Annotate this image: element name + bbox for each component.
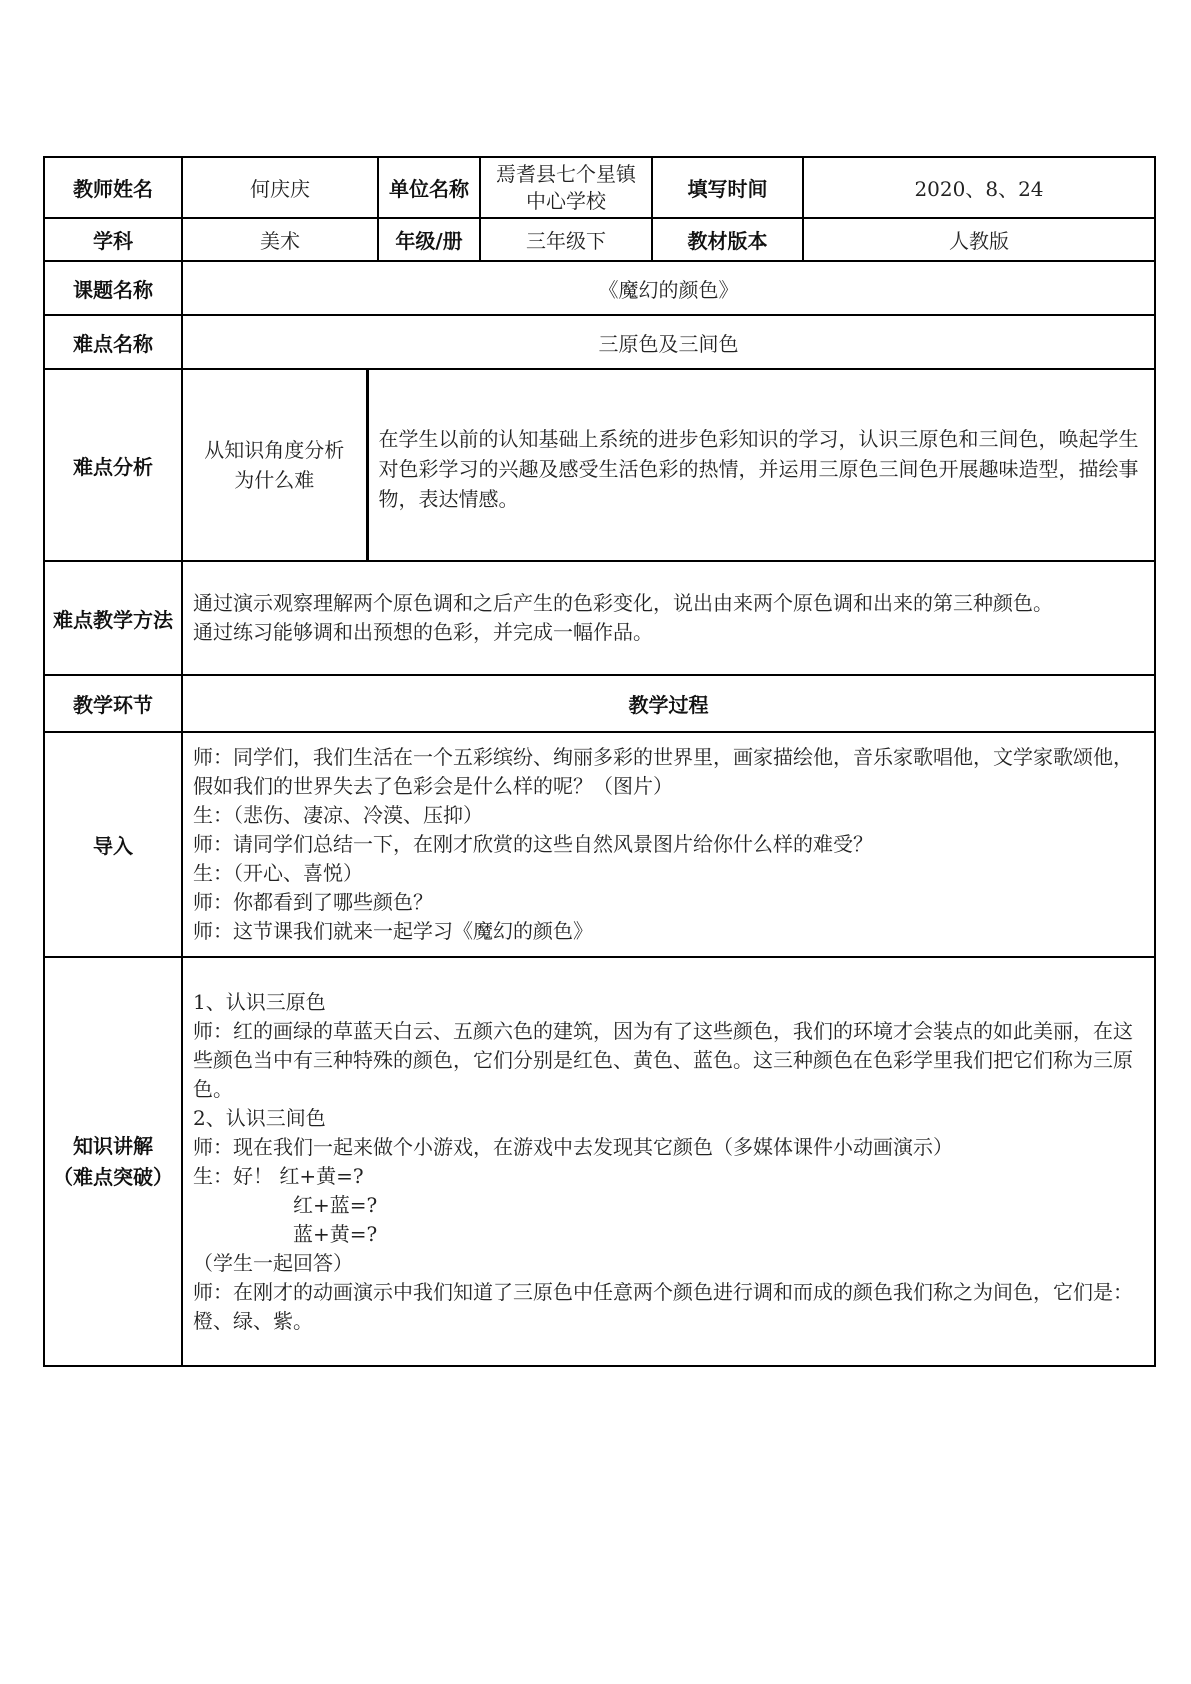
subject-value: 美术 bbox=[182, 218, 378, 261]
edition-label: 教材版本 bbox=[652, 218, 803, 261]
knowledge-indent-line-2: 蓝+黄=? bbox=[293, 1222, 378, 1246]
grade-value: 三年级下 bbox=[480, 218, 652, 261]
knowledge-line-5: 生：好！ 红+黄=? bbox=[193, 1164, 364, 1188]
difficulty-row bbox=[44, 315, 1155, 369]
intro-line-5: 师：你都看到了哪些颜色？ bbox=[193, 890, 433, 914]
method-line-1: 通过演示观察理解两个原色调和之后产生的色彩变化，说出由来两个原色调和出来的第三种颜色。 bbox=[193, 591, 1053, 615]
analysis-row bbox=[44, 369, 1155, 561]
date-label: 填写时间 bbox=[652, 157, 803, 218]
unit-value: 焉耆县七个星镇中心学校 bbox=[480, 157, 652, 218]
intro-row bbox=[44, 732, 1155, 957]
knowledge-line-2: 师：红的画绿的草蓝天白云、五颜六色的建筑，因为有了这些颜色，我们的环境才会装点的如此美丽，在这些颜色当中有三种特殊的颜色，它们分别是红色、黄色、蓝色。这三种颜色在色彩学里我们把它们称为三原色。 bbox=[193, 1019, 1133, 1101]
edition-value: 人教版 bbox=[803, 218, 1155, 261]
intro-line-6: 师：这节课我们就来一起学习《魔幻的颜色》 bbox=[193, 919, 593, 943]
knowledge-label-cell bbox=[44, 957, 182, 1366]
knowledge-label: 知识讲解 bbox=[73, 1133, 153, 1158]
teacher-label: 教师姓名 bbox=[44, 157, 182, 218]
knowledge-row bbox=[44, 957, 1155, 1366]
header-row-1 bbox=[44, 157, 1155, 218]
process-stage-label: 教学环节 bbox=[44, 675, 182, 732]
intro-line-4: 生：（开心、喜悦） bbox=[193, 861, 363, 885]
grade-label: 年级/册 bbox=[378, 218, 480, 261]
topic-value: 《魔幻的颜色》 bbox=[182, 261, 1155, 315]
difficulty-value: 三原色及三间色 bbox=[182, 315, 1155, 369]
analysis-sub-label: 从知识角度分析为什么难 bbox=[182, 369, 367, 561]
knowledge-tail-line-1: （学生一起回答） bbox=[193, 1251, 353, 1275]
lesson-plan-page bbox=[43, 156, 1154, 1367]
intro-line-1: 师：同学们，我们生活在一个五彩缤纷、绚丽多彩的世界里，画家描绘他，音乐家歌唱他，文学家歌颂他，假如我们的世界失去了色彩会是什么样的呢？（图片） bbox=[193, 745, 1133, 798]
analysis-label: 难点分析 bbox=[44, 369, 182, 561]
method-content bbox=[182, 561, 1155, 675]
knowledge-line-3: 2、认识三间色 bbox=[193, 1106, 326, 1130]
topic-label: 课题名称 bbox=[44, 261, 182, 315]
method-label: 难点教学方法 bbox=[44, 561, 182, 675]
process-header-row bbox=[44, 675, 1155, 732]
method-line-2: 通过练习能够调和出预想的色彩，并完成一幅作品。 bbox=[193, 620, 653, 644]
knowledge-sub-label: （难点突破） bbox=[53, 1164, 173, 1189]
knowledge-content bbox=[182, 957, 1155, 1366]
knowledge-indent-line-1: 红+蓝=? bbox=[293, 1193, 378, 1217]
process-label: 教学过程 bbox=[182, 675, 1155, 732]
difficulty-label: 难点名称 bbox=[44, 315, 182, 369]
analysis-text: 在学生以前的认知基础上系统的进步色彩知识的学习，认识三原色和三间色，唤起学生对色彩学习的兴趣及感受生活色彩的热情，并运用三原色三间色开展趣味造型，描绘事物，表达情感。 bbox=[367, 369, 1155, 561]
lesson-plan-table bbox=[43, 156, 1156, 1367]
knowledge-line-4: 师：现在我们一起来做个小游戏，在游戏中去发现其它颜色（多媒体课件小动画演示） bbox=[193, 1135, 953, 1159]
header-row-2 bbox=[44, 218, 1155, 261]
topic-row bbox=[44, 261, 1155, 315]
intro-label: 导入 bbox=[44, 732, 182, 957]
intro-content bbox=[182, 732, 1155, 957]
intro-line-3: 师：请同学们总结一下，在刚才欣赏的这些自然风景图片给你什么样的难受？ bbox=[193, 832, 873, 856]
knowledge-line-1: 1、认识三原色 bbox=[193, 990, 326, 1014]
unit-label: 单位名称 bbox=[378, 157, 480, 218]
intro-line-2: 生：（悲伤、凄凉、冷漠、压抑） bbox=[193, 803, 483, 827]
method-row bbox=[44, 561, 1155, 675]
teacher-value: 何庆庆 bbox=[182, 157, 378, 218]
subject-label: 学科 bbox=[44, 218, 182, 261]
knowledge-tail-line-2: 师：在刚才的动画演示中我们知道了三原色中任意两个颜色进行调和而成的颜色我们称之为间色，它们是：橙、绿、紫。 bbox=[193, 1280, 1133, 1333]
date-value: 2020、8、24 bbox=[803, 157, 1155, 218]
